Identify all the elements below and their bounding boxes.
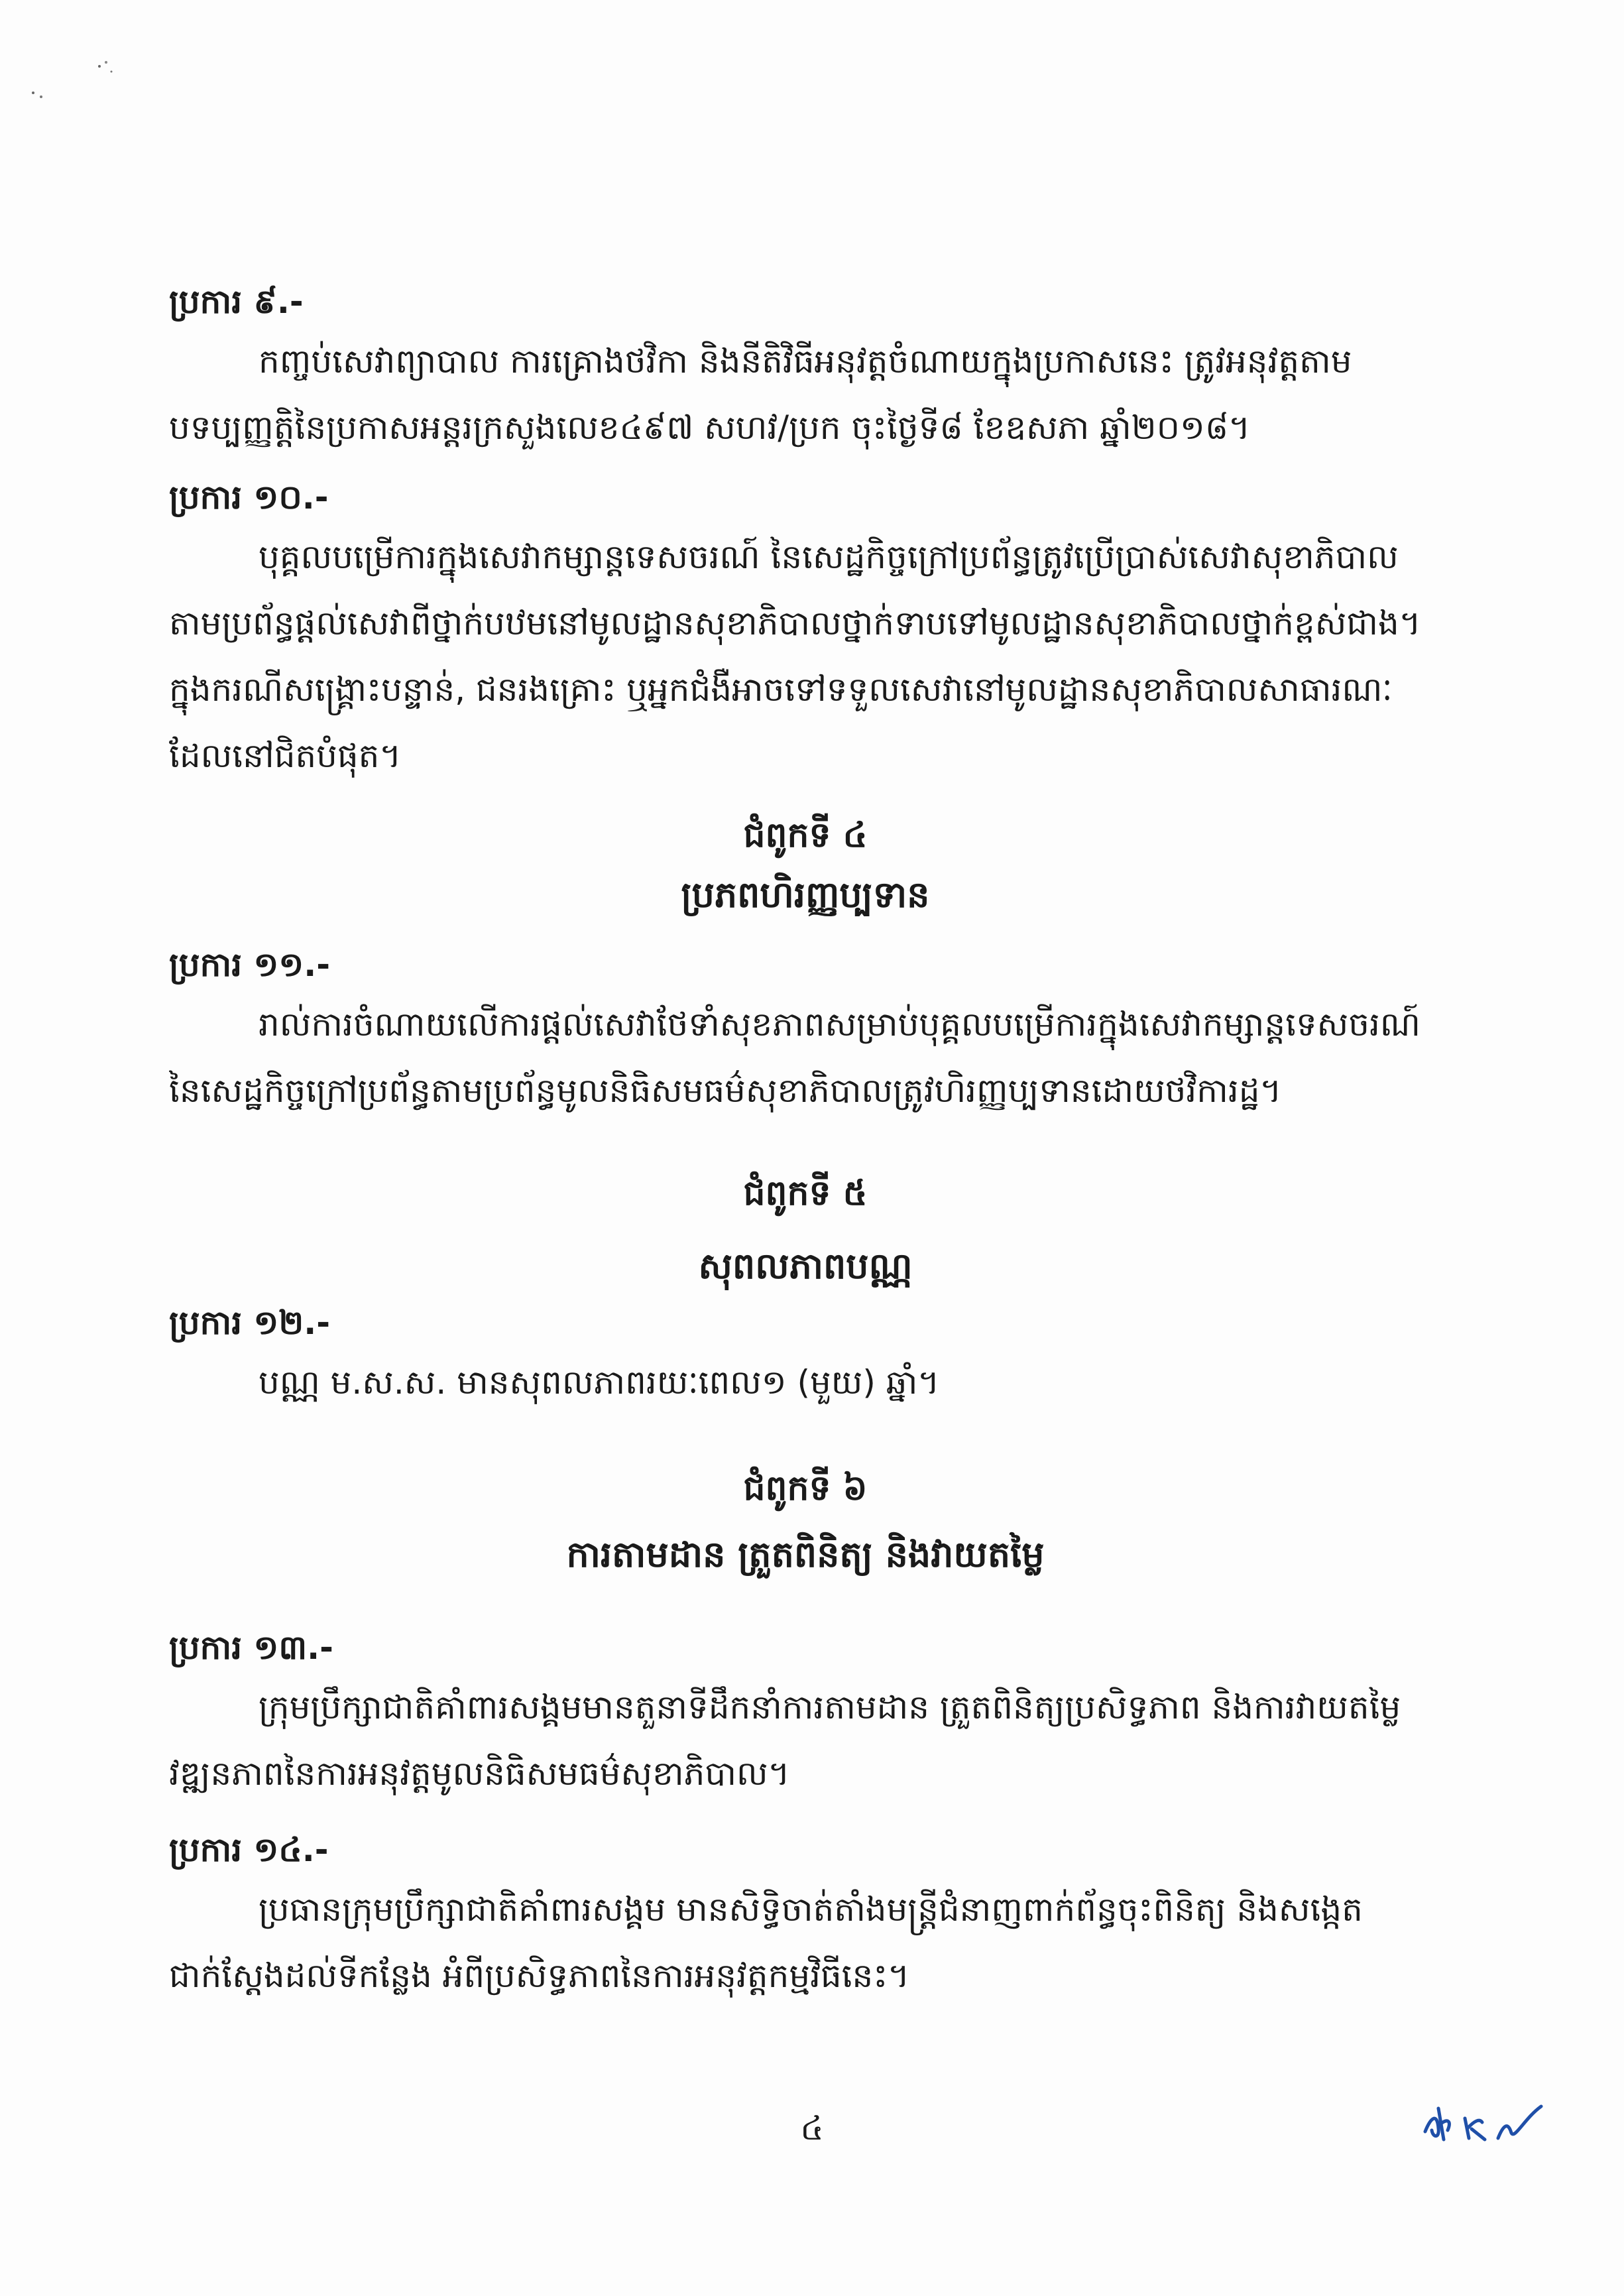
- article-13: [169, 1624, 1442, 1807]
- article-14-line-1: ប្រធានក្រុមប្រឹក្សាជាតិគាំពារសង្គម មានសិទ្ធិចាត់តាំងមន្ត្រីជំនាញពាក់ព័ន្ធចុះពិនិត្យ និងសង្កេត: [259, 1890, 1363, 1929]
- article-13-line-2: វឌ្ឍនភាពនៃការអនុវត្តមូលនិធិសមធម៌សុខាភិបាល។: [169, 1754, 790, 1793]
- article-11-line-1: រាល់ការចំណាយលើការផ្តល់សេវាថែទាំសុខភាពសម្រាប់បុគ្គលបម្រើការក្នុងសេវាកម្សាន្តទេសចរណ៍: [259, 1005, 1421, 1044]
- article-9-line-2: បទប្បញ្ញត្តិនៃប្រកាសអន្តរក្រសួងលេខ៤៩៧ សហវ/ប្រក ចុះថ្ងៃទី៨ ខែឧសភា ឆ្នាំ២០១៨។: [169, 408, 1251, 447]
- article-9-body: [169, 328, 1442, 461]
- article-12: [169, 1299, 1442, 1416]
- chapter-6-number: ជំពូកទី ៦: [743, 1469, 868, 1508]
- article-10-body: [169, 524, 1442, 789]
- chapter-5-heading: [169, 1170, 1442, 1290]
- chapter-5-number: ជំពូកទី ៥: [743, 1174, 868, 1213]
- article-14-heading: ប្រការ ១៤.-: [169, 1831, 329, 1869]
- article-10-line-4: ដែលនៅជិតបំផុត។: [169, 737, 402, 775]
- article-12-body: [169, 1349, 1442, 1416]
- article-10-heading: ប្រការ ១០.-: [169, 478, 329, 516]
- article-11-body: [169, 991, 1442, 1124]
- article-13-line-1: ក្រុមប្រឹក្សាជាតិគាំពារសង្គមមានតួនាទីដឹកនាំការតាមដាន ត្រួតពិនិត្យប្រសិទ្ធភាព និងការវាយតម្លៃ: [259, 1688, 1401, 1726]
- article-11: [169, 941, 1442, 1124]
- article-9-line-1: កញ្ចប់សេវាព្យាបាល ការគ្រោងថវិកា និងនីតិវិធីអនុវត្តចំណាយក្នុងប្រកាសនេះ ត្រូវអនុវត្តតាម: [259, 342, 1352, 381]
- article-10: [169, 474, 1442, 789]
- article-12-line-1: បណ្ណ ម.ស.ស. មានសុពលភាពរយៈពេល១ (មួយ) ឆ្នាំ។: [259, 1363, 940, 1402]
- article-10-line-3: ក្នុងករណីសង្គ្រោះបន្ទាន់, ជនរងគ្រោះ ឬអ្នកជំងឺអាចទៅទទួលសេវានៅមូលដ្ឋានសុខាភិបាលសាធារណៈ: [169, 670, 1393, 709]
- article-9-heading: ប្រការ ៩.-: [169, 282, 304, 321]
- article-11-line-2: នៃសេដ្ឋកិច្ចក្រៅប្រព័ន្ធតាមប្រព័ន្ធមូលនិធិសមធម៌សុខាភិបាលត្រូវហិរញ្ញប្បទានដោយថវិការដ្ឋ។: [169, 1071, 1282, 1110]
- article-14: [169, 1827, 1442, 2009]
- scan-artifact-marks: [27, 53, 126, 106]
- chapter-6-heading: [169, 1465, 1442, 1578]
- article-11-heading: ប្រការ ១១.-: [169, 945, 330, 984]
- article-12-heading: ប្រការ ១២.-: [169, 1303, 330, 1342]
- chapter-4-number: ជំពូកទី ៤: [743, 816, 868, 855]
- article-9: [169, 278, 1442, 461]
- article-14-body: [169, 1876, 1442, 2009]
- article-13-body: [169, 1674, 1442, 1807]
- chapter-5-title: សុពលភាពបណ្ណ: [698, 1245, 913, 1287]
- article-13-heading: ប្រការ ១៣.-: [169, 1628, 333, 1667]
- article-10-line-2: តាមប្រព័ន្ធផ្តល់សេវាពីថ្នាក់បឋមនៅមូលដ្ឋានសុខាភិបាលថ្នាក់ទាបទៅមូលដ្ឋានសុខាភិបាលថ្នាក់ខ្ពស់ជាង។: [169, 604, 1421, 642]
- initials-signature: [1419, 2092, 1551, 2151]
- article-10-line-1: បុគ្គលបម្រើការក្នុងសេវាកម្សាន្តទេសចរណ៍ នៃសេដ្ឋកិច្ចក្រៅប្រព័ន្ធត្រូវប្រើប្រាស់សេវាសុខាភិបាល: [259, 538, 1399, 576]
- chapter-4-heading: [169, 812, 1442, 918]
- article-14-line-2: ជាក់ស្តែងដល់ទីកន្លែង អំពីប្រសិទ្ធភាពនៃការអនុវត្តកម្មវិធីនេះ។: [169, 1957, 910, 1995]
- page-number: ៤: [800, 2109, 824, 2147]
- chapter-4-title: ប្រភពហិរញ្ញប្បទាន: [681, 874, 930, 916]
- chapter-6-title: ការតាមដាន ត្រួតពិនិត្យ និងវាយតម្លៃ: [566, 1534, 1045, 1575]
